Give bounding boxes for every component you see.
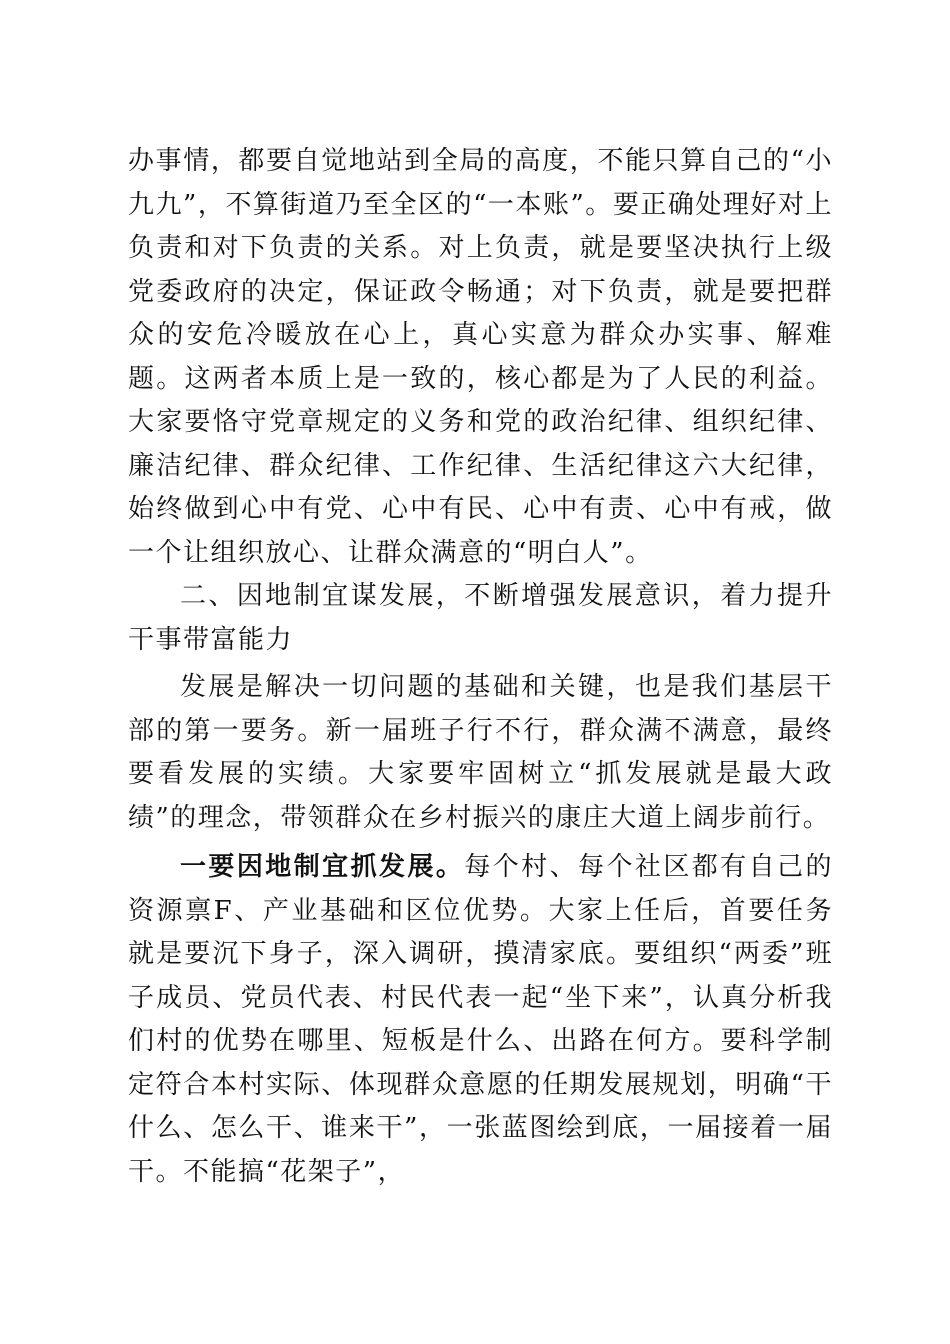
paragraph-development: 发展是解决一切问题的基础和关键，也是我们基层干部的第一要务。新一届班子行不行，群众满不满意，最终要看发展的实绩。大家要牢固树立“抓发展就是最大政绩”的理念，带领群众在乡村振兴的康庄大道上阔步前行。 [128, 672, 833, 833]
section-heading: 二、因地制宜谋发展，不断增强发展意识，着力提升干事带富能力 [128, 581, 833, 655]
document-body [128, 140, 833, 1194]
point-lead-heading: 一要因地制宜抓发展。 [180, 852, 465, 882]
paragraph-point-one [128, 846, 833, 1194]
point-body-text: 每个村、每个社区都有自己的资源禀F、产业基础和区位优势。大家上任后，首要任务就是要沉下身子，深入调研，摸清家底。要组织“两委”班子成员、党员代表、村民代表一起“坐下来”，认真分析我们村的优势在哪里、短板是什么、出路在何方。要科学制定符合本村实际、体现群众意愿的任期发展规划，明确“干什么、怎么干、谁来干”，一张蓝图绘到底，一届接着一届干。不能搞“花架子”， [128, 852, 833, 1187]
paragraph-continuation: 办事情，都要自觉地站到全局的高度，不能只算自己的“小九九”，不算街道乃至全区的“一本账”。要正确处理好对上负责和对下负责的关系。对上负责，就是要坚决执行上级党委政府的决定，保证政令畅通；对下负责，就是要把群众的安危冷暖放在心上，真心实意为群众办实事、解难题。这两者本质上是一致的，核心都是为了人民的利益。大家要恪守党章规定的义务和党的政治纪律、组织纪律、廉洁纪律、群众纪律、工作纪律、生活纪律这六大纪律，始终做到心中有党、心中有民、心中有责、心中有戒，做一个让组织放心、让群众满意的“明白人”。 [128, 146, 833, 568]
